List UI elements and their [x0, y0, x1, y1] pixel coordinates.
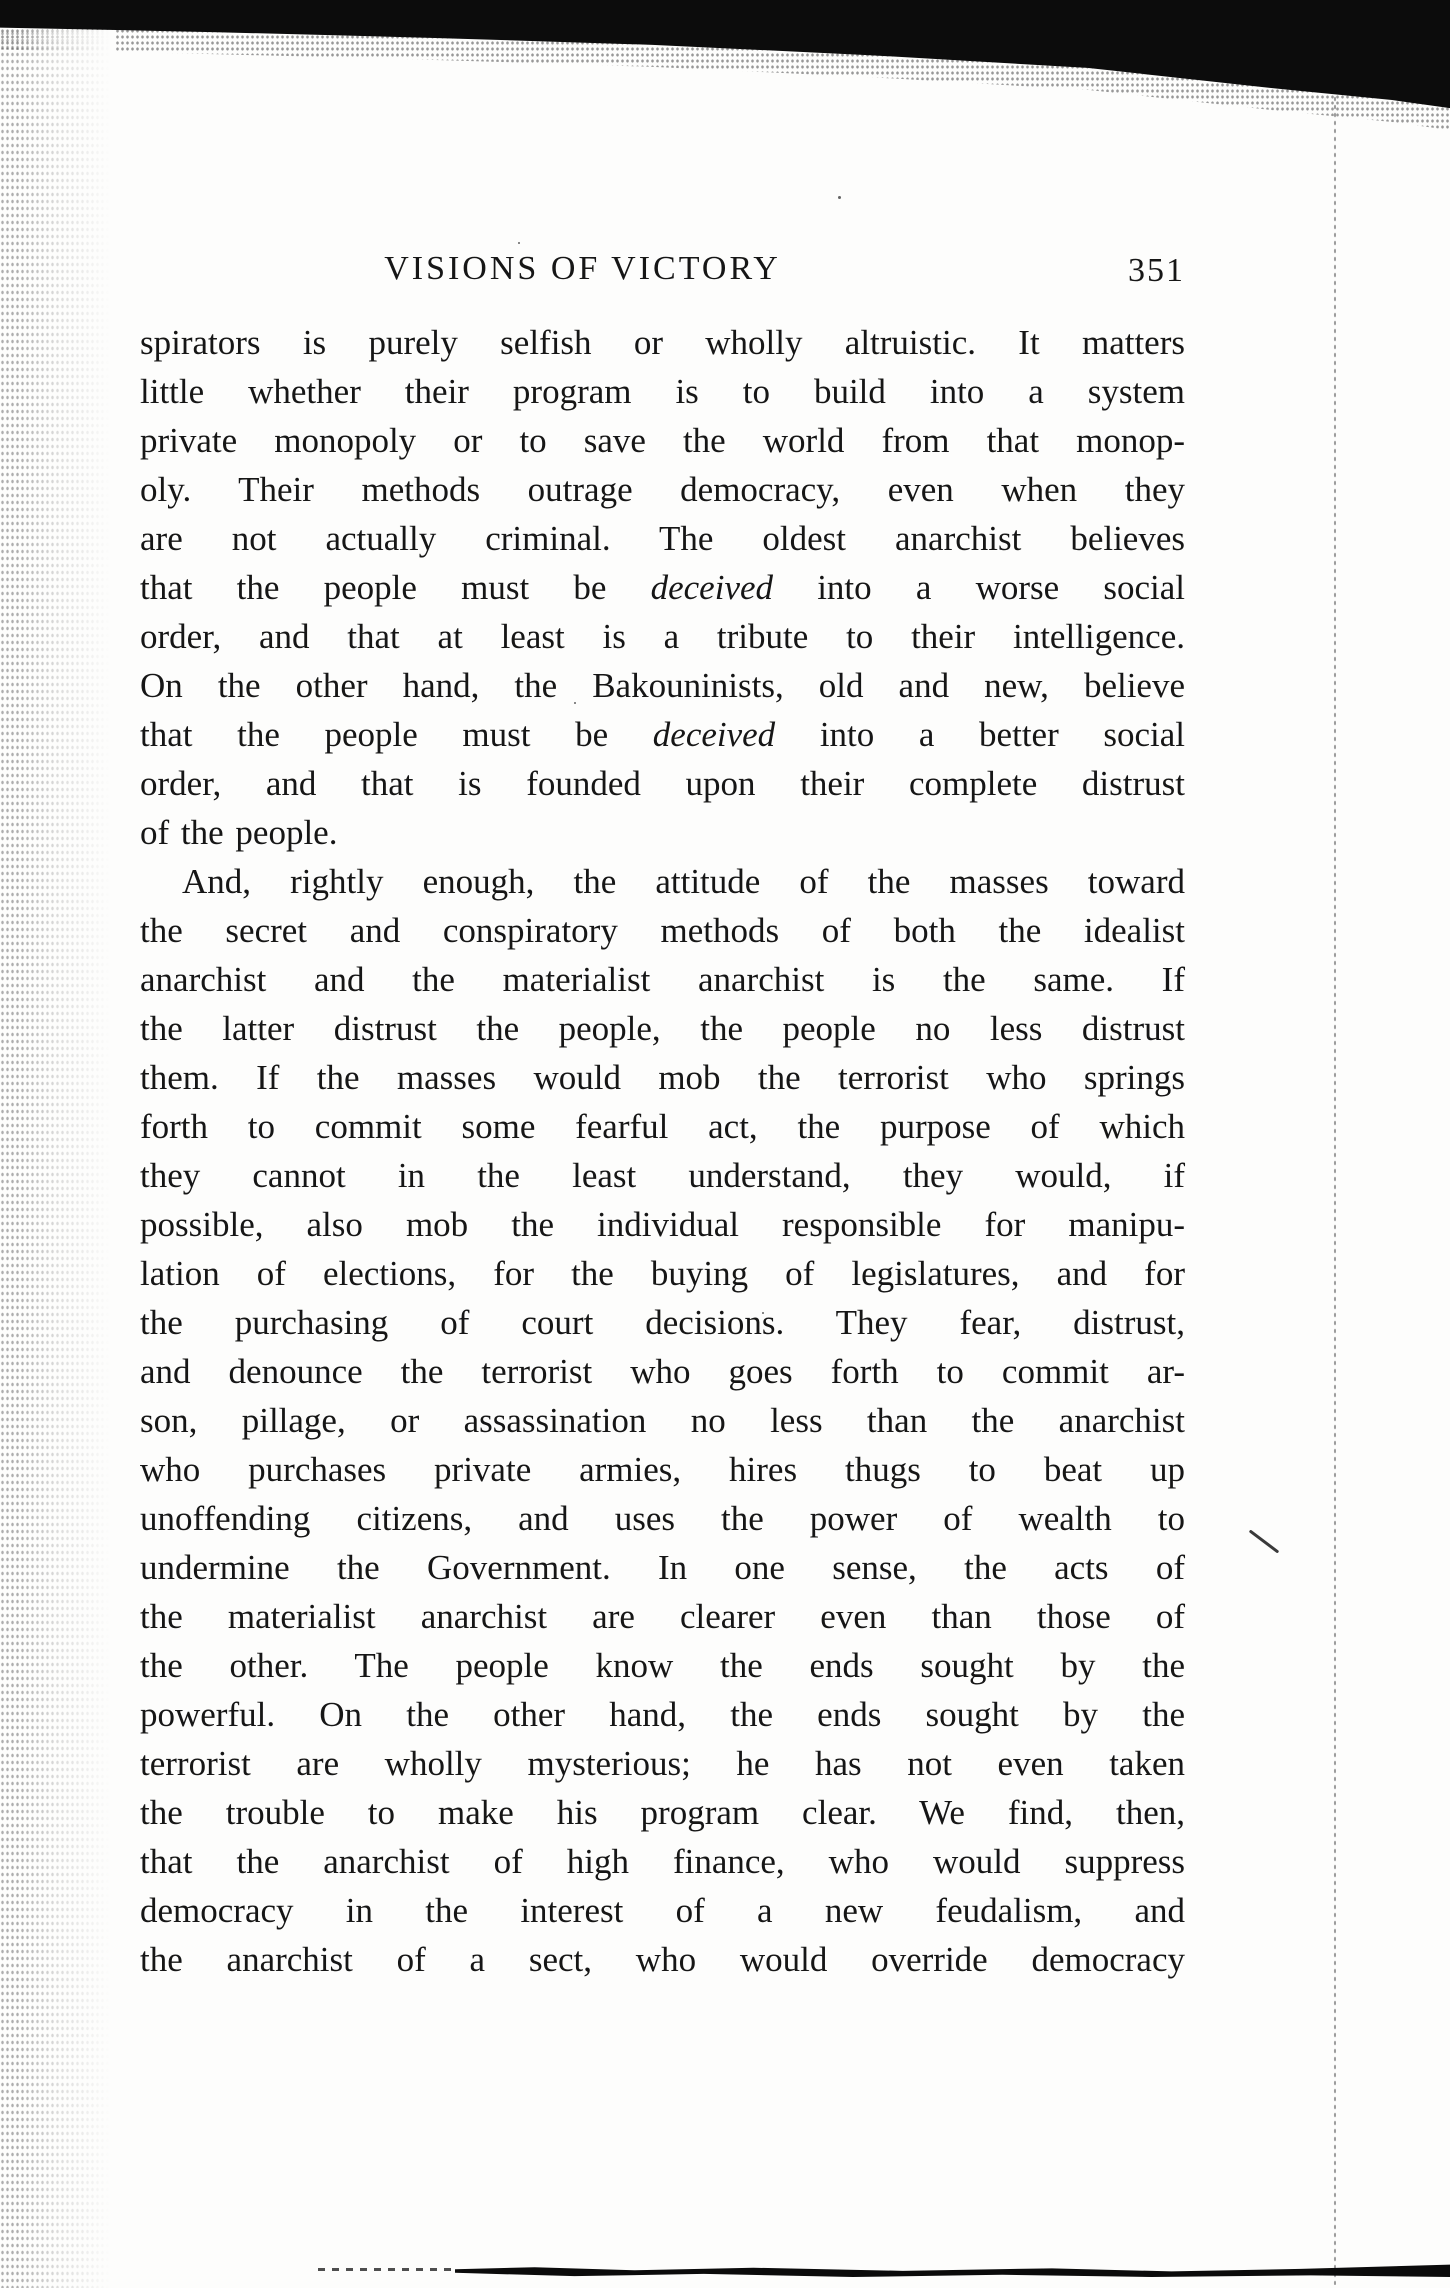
- running-header: [140, 250, 1185, 298]
- text-line: and denounce the terrorist who goes forth to commit ar-: [140, 1352, 1185, 1391]
- scan-speck: [838, 196, 841, 199]
- text-line: are not actually criminal. The oldest anarchist believes: [140, 519, 1185, 558]
- text-line: order, and that at least is a tribute to their intelligence.: [140, 617, 1185, 656]
- text-line: lation of elections, for the buying of legislatures, and for: [140, 1254, 1185, 1293]
- paragraph: [140, 318, 1185, 857]
- text-line: private monopoly or to save the world from that monop-: [140, 421, 1185, 460]
- text-line: that the anarchist of high finance, who would suppress: [140, 1842, 1185, 1881]
- text-line: On the other hand, the Bakouninists, old and new, believe: [140, 666, 1185, 705]
- page-number: 351: [1128, 252, 1185, 289]
- text-line: unoffending citizens, and uses the power of wealth to: [140, 1499, 1185, 1538]
- text-line: the materialist anarchist are clearer even than those of: [140, 1597, 1185, 1636]
- text-line: oly. Their methods outrage democracy, even when they: [140, 470, 1185, 509]
- right-page-edge-line: [1333, 95, 1336, 2285]
- text-line: the trouble to make his program clear. We find, then,: [140, 1793, 1185, 1832]
- text-line: the anarchist of a sect, who would override democracy: [140, 1940, 1185, 1979]
- text-line: forth to commit some fearful act, the purpose of which: [140, 1107, 1185, 1146]
- paragraph: [140, 857, 1185, 1984]
- text-line: powerful. On the other hand, the ends sought by the: [140, 1695, 1185, 1734]
- text-line: that the people must be deceived into a worse social: [140, 568, 1185, 607]
- stray-pen-mark: [1249, 1529, 1280, 1553]
- text-line: the purchasing of court decisions. They fear, distrust,: [140, 1303, 1185, 1342]
- text-line: democracy in the interest of a new feudalism, and: [140, 1891, 1185, 1930]
- text-line: the other. The people know the ends sought by the: [140, 1646, 1185, 1685]
- bottom-edge-black-line-artifact: [455, 2263, 1450, 2277]
- text-line: who purchases private armies, hires thugs to beat up: [140, 1450, 1185, 1489]
- left-edge-fuzz-artifact: [0, 30, 115, 2288]
- text-line: possible, also mob the individual responsible for manipu-: [140, 1205, 1185, 1244]
- text-line: terrorist are wholly mysterious; he has not even taken: [140, 1744, 1185, 1783]
- text-line: of the people.: [140, 813, 338, 852]
- text-line: the latter distrust the people, the people no less distrust: [140, 1009, 1185, 1048]
- text-line: the secret and conspiratory methods of both the idealist: [140, 911, 1185, 950]
- page-title: VISIONS OF VICTORY: [384, 250, 781, 287]
- text-line: order, and that is founded upon their complete distrust: [140, 764, 1185, 803]
- text-line: that the people must be deceived into a better social: [140, 715, 1185, 754]
- scan-speck: [518, 242, 520, 244]
- text-line: little whether their program is to build into a system: [140, 372, 1185, 411]
- text-line: anarchist and the materialist anarchist is the same. If: [140, 960, 1185, 999]
- text-line: them. If the masses would mob the terrorist who springs: [140, 1058, 1185, 1097]
- bottom-edge-gray-tail-artifact: [318, 2268, 458, 2271]
- text-line: son, pillage, or assassination no less than the anarchist: [140, 1401, 1185, 1440]
- text-line: spirators is purely selfish or wholly altruistic. It matters: [140, 323, 1185, 362]
- text-line: undermine the Government. In one sense, the acts of: [140, 1548, 1185, 1587]
- text-line: And, rightly enough, the attitude of the masses toward: [182, 862, 1185, 901]
- body-text: [140, 318, 1185, 1984]
- text-line: they cannot in the least understand, they would, if: [140, 1156, 1185, 1195]
